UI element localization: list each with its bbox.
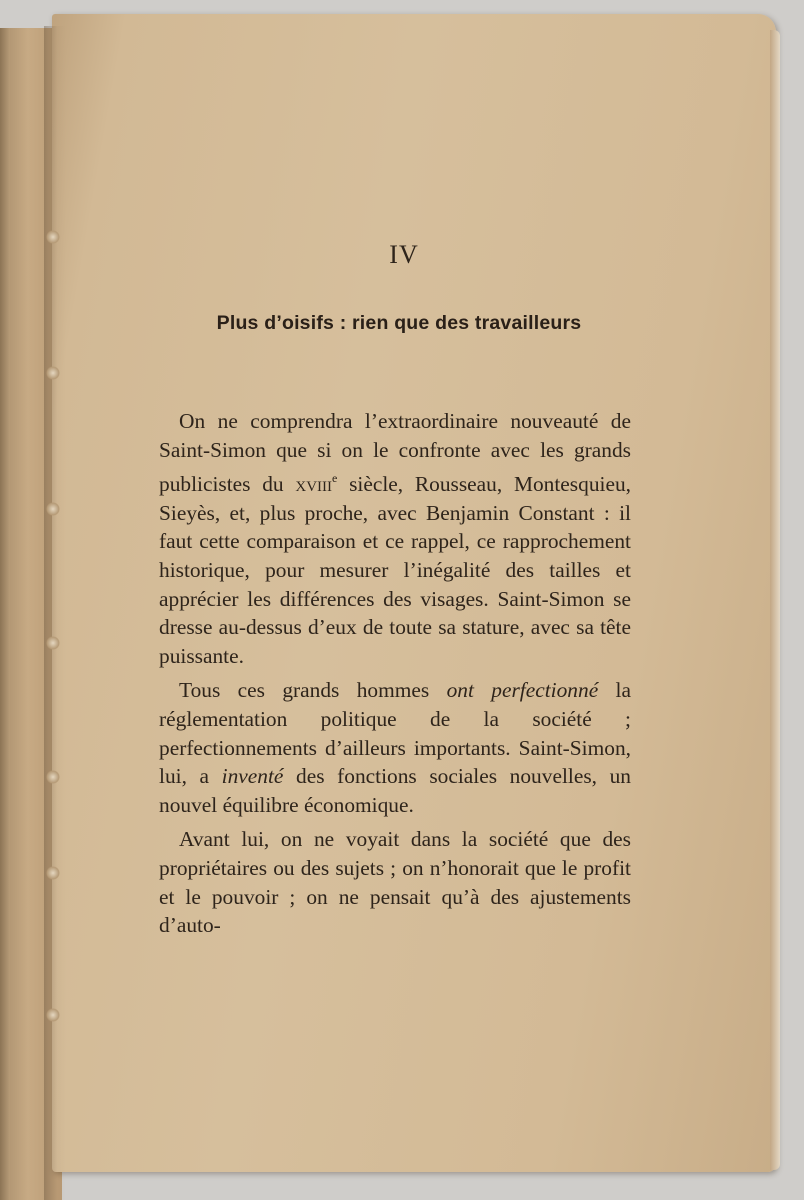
- paragraph-2-text-b: la réglementation politique de la société ; perfectionnements d’ailleurs importants. Saint-Simon, lui, a: [159, 678, 631, 789]
- paragraph-1-text-b: siècle, Rousseau, Montesquieu, Sieyès, et, plus proche, avec Benjamin Constant : il faut cette comparaison et ce rappel, ce rapprochement historique, pour mesurer l’inégalité des tailles et apprécier les différences des visages. Saint-Simon se dresse au-dessus d’eux de toute sa stature, avec sa tête puissante.: [159, 472, 631, 668]
- paragraph-1-text-a: On ne comprendra l’extraordinaire nouveauté de Saint-Simon que si on le confronte avec les grands publicistes du: [159, 409, 631, 497]
- binding-stitch: [46, 1008, 60, 1022]
- century-numeral: xviii: [295, 472, 333, 497]
- chapter-number: IV: [389, 240, 419, 269]
- paragraph-2-italic-b: inventé: [221, 764, 284, 789]
- century-superscript: e: [332, 471, 338, 486]
- paragraph-2-text-a: Tous ces grands hommes: [179, 678, 447, 703]
- book-gutter: [44, 26, 66, 1200]
- left-page-edge: [0, 28, 10, 1200]
- paragraph-1: [159, 407, 631, 670]
- right-page-edge: [770, 30, 780, 1170]
- paragraph-3: Avant lui, on ne voyait dans la société que des propriétaires ou des sujets ; on n’honorait que le profit et le pouvoir ; on ne pensait qu’à des ajustements d’auto-: [159, 827, 631, 938]
- binding-stitch: [46, 636, 60, 650]
- chapter-title: Plus d’oisifs : rien que des travailleurs: [216, 312, 582, 334]
- binding-stitch: [46, 366, 60, 380]
- binding-stitch: [46, 866, 60, 880]
- paragraph-2: [159, 676, 631, 819]
- paragraph-2-italic-a: ont perfectionné: [446, 678, 599, 703]
- paragraph-2-text-c: des fonctions sociales nouvelles, un nouvel équilibre économique.: [159, 764, 631, 817]
- page-text: [159, 240, 631, 946]
- binding-stitch: [46, 230, 60, 244]
- binding-stitch: [46, 502, 60, 516]
- binding-stitch: [46, 770, 60, 784]
